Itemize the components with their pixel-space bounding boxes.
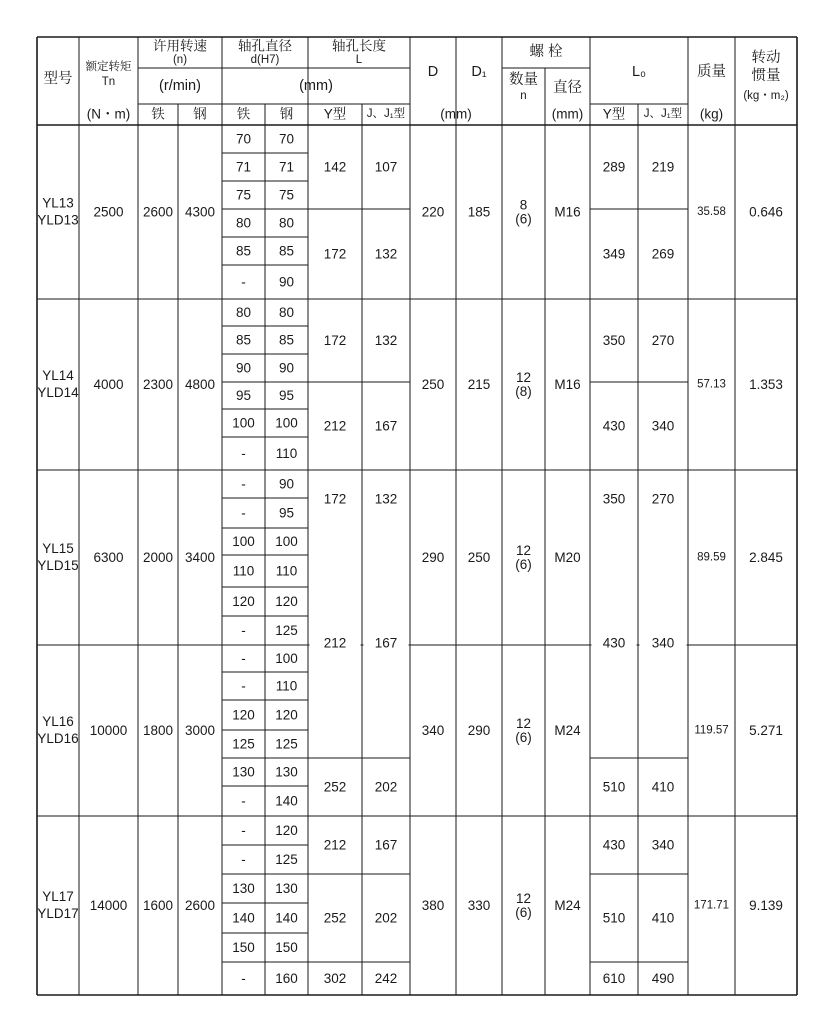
header-model: 型号: [43, 71, 73, 87]
bore-steel-value: 130: [275, 881, 298, 896]
mass-value: 171.71: [693, 899, 730, 912]
length-y-value: 172: [323, 246, 347, 262]
l0-j-value: 340: [651, 418, 675, 434]
model-name: YL14: [42, 368, 74, 383]
torque-value: 2500: [93, 204, 124, 220]
bore-iron-value: -: [241, 505, 246, 521]
bore-iron-value: -: [241, 476, 246, 492]
header-length-y: Y型: [323, 106, 347, 122]
header-l0: L₀: [631, 64, 647, 80]
l0-j-merged-value: 340: [651, 635, 675, 651]
bolt-dia-value: M20: [554, 550, 581, 565]
l0-y-value: 350: [602, 333, 626, 348]
bore-steel-value: 120: [275, 594, 298, 609]
header-length: 轴孔长度: [332, 38, 386, 54]
torque-value: 14000: [89, 898, 128, 913]
d1-value: 185: [467, 204, 491, 220]
bore-iron-value: -: [241, 274, 246, 290]
bore-iron-value: 80: [235, 305, 252, 320]
length-j-value: 167: [374, 837, 398, 853]
bore-steel-value: 70: [278, 131, 295, 147]
bolt-qty-alt-value: (8): [515, 384, 532, 399]
bore-steel-value: 85: [278, 332, 295, 348]
header-l0-y: Y型: [602, 106, 626, 122]
length-y-value: 142: [323, 159, 347, 175]
bore-iron-value: 130: [232, 881, 255, 896]
bolt-dia-value: M16: [554, 377, 581, 392]
bolt-dia-value: M24: [554, 723, 581, 738]
bore-steel-value: 110: [275, 563, 298, 579]
l0-y-value: 289: [602, 159, 626, 175]
bore-iron-value: 120: [232, 707, 255, 723]
length-y-value: 172: [323, 491, 347, 507]
model-name: YL13: [42, 195, 74, 211]
bore-steel-value: 110: [275, 446, 298, 461]
torque-value: 4000: [93, 377, 124, 392]
speed-iron-value: 2600: [142, 204, 174, 220]
header-bore-steel: 钢: [279, 106, 294, 122]
bolt-qty-alt-value: (6): [515, 905, 532, 920]
model-name: YL17: [42, 889, 74, 904]
l0-y-merged-value: 430: [602, 635, 626, 651]
length-y-value: 302: [323, 971, 347, 986]
bolt-qty-value: 12: [515, 543, 532, 558]
l0-y-value: 510: [602, 910, 626, 926]
bore-iron-value: -: [241, 651, 246, 666]
d1-value: 215: [467, 377, 491, 392]
bolt-qty-value: 12: [515, 716, 532, 731]
bore-iron-value: 80: [235, 215, 252, 231]
bolt-qty-alt-value: (6): [515, 557, 532, 572]
bore-iron-value: 70: [235, 131, 252, 147]
bore-steel-value: 90: [278, 274, 295, 290]
bore-iron-value: 125: [232, 736, 255, 752]
mass-value: 119.57: [694, 724, 729, 737]
bore-iron-value: 71: [235, 159, 252, 175]
header-dd-unit: (mm): [440, 106, 472, 122]
header-mass-unit: (kg): [699, 106, 724, 122]
length-y-value: 172: [323, 333, 347, 348]
bore-steel-value: 90: [278, 476, 295, 492]
mass-value: 57.13: [697, 378, 726, 391]
speed-steel-value: 3000: [184, 723, 216, 738]
l0-j-value: 270: [651, 491, 675, 507]
bore-steel-value: 100: [275, 415, 298, 431]
bore-iron-value: -: [241, 793, 246, 809]
header-bore-symbol: d(H7): [250, 54, 280, 66]
bore-iron-value: 110: [232, 563, 255, 579]
header-bolt-dia-unit: (mm): [551, 106, 584, 122]
bolt-qty-value: 12: [515, 370, 532, 385]
table-grid-lines: [37, 37, 797, 995]
header-bore-iron: 铁: [236, 106, 251, 122]
speed-iron-value: 2300: [142, 377, 174, 392]
bore-steel-value: 140: [275, 793, 298, 809]
bore-steel-value: 120: [275, 707, 298, 723]
header-bolt: 螺 栓: [529, 44, 563, 60]
header-bolt-qty-symbol: n: [520, 90, 527, 102]
l0-j-value: 490: [651, 971, 675, 986]
header-bolt-qty: 数量: [509, 72, 538, 88]
header-speed: 许用转速: [153, 38, 207, 54]
l0-y-value: 350: [602, 491, 626, 507]
length-y-value: 212: [323, 837, 347, 853]
header-mm-unit: (mm): [299, 78, 333, 94]
speed-iron-value: 2000: [142, 550, 174, 565]
length-j-value: 202: [374, 910, 398, 926]
speed-steel-value: 4800: [184, 377, 216, 392]
length-j-merged-value: 167: [374, 635, 398, 651]
bore-steel-value: 85: [278, 243, 295, 259]
header-mass: 质量: [697, 64, 726, 80]
header-length-j: J、J₁型: [366, 108, 406, 120]
bore-iron-value: 85: [235, 243, 252, 259]
l0-j-value: 340: [651, 837, 675, 853]
speed-steel-value: 4300: [184, 204, 216, 220]
l0-j-value: 269: [651, 246, 675, 262]
bore-iron-value: 95: [235, 388, 252, 403]
bore-steel-value: 125: [275, 736, 298, 752]
model-name-alt: YLD14: [37, 385, 79, 400]
inertia-value: 9.139: [749, 898, 783, 913]
bore-steel-value: 125: [275, 623, 298, 638]
bore-iron-value: 140: [232, 910, 255, 926]
bore-steel-value: 80: [278, 215, 295, 231]
header-inertia-unit: (kg・m₂): [743, 90, 789, 102]
bore-iron-value: 85: [235, 332, 252, 348]
model-name: YL16: [42, 714, 74, 729]
bore-steel-value: 95: [278, 388, 295, 403]
header-bore: 轴孔直径: [238, 38, 292, 54]
d1-value: 330: [467, 898, 491, 913]
bore-iron-value: 75: [235, 187, 252, 203]
mass-value: 35.58: [697, 206, 726, 218]
model-name-alt: YLD13: [37, 212, 79, 228]
header-inertia-line1: 转动: [751, 50, 781, 66]
length-j-value: 242: [374, 971, 398, 986]
bore-steel-value: 150: [275, 940, 298, 955]
inertia-value: 0.646: [749, 204, 783, 220]
d-value: 250: [421, 377, 445, 392]
header-torque: 额定转矩: [85, 61, 132, 73]
header-inertia-line2: 惯量: [751, 68, 781, 84]
length-y-value: 252: [323, 779, 347, 795]
d1-value: 290: [467, 723, 491, 738]
length-j-value: 202: [374, 779, 398, 795]
bolt-qty-alt-value: (6): [515, 730, 532, 745]
length-y-value: 212: [323, 418, 347, 434]
model-name-alt: YLD15: [37, 558, 79, 573]
bore-iron-value: 150: [232, 940, 255, 955]
l0-y-value: 510: [602, 779, 626, 795]
bolt-qty-alt-value: (6): [515, 211, 532, 227]
d-value: 340: [421, 723, 445, 738]
d-value: 290: [421, 550, 445, 565]
inertia-value: 2.845: [749, 550, 783, 565]
speed-steel-value: 2600: [184, 898, 216, 913]
bore-steel-value: 100: [275, 651, 298, 666]
bore-steel-value: 75: [278, 187, 295, 203]
bore-iron-value: 100: [232, 534, 255, 549]
d-value: 380: [421, 898, 445, 913]
bore-iron-value: -: [241, 446, 246, 461]
length-j-value: 167: [374, 418, 398, 434]
bore-steel-value: 160: [275, 971, 298, 986]
l0-j-value: 219: [651, 159, 675, 175]
d1-value: 250: [467, 550, 491, 565]
mass-value: 89.59: [697, 551, 726, 564]
l0-j-value: 270: [651, 333, 675, 348]
bore-iron-value: 120: [232, 594, 255, 609]
bore-steel-value: 90: [278, 360, 295, 376]
length-j-value: 132: [374, 246, 398, 262]
header-d1: D₁: [471, 64, 487, 80]
bore-iron-value: 90: [235, 360, 252, 376]
torque-value: 6300: [93, 550, 124, 565]
bolt-qty-value: 12: [515, 891, 532, 906]
length-j-value: 132: [374, 491, 398, 507]
header-speed-steel: 钢: [193, 106, 207, 122]
header-speed-symbol: (n): [172, 54, 188, 66]
bore-iron-value: -: [241, 823, 246, 838]
bore-steel-value: 120: [275, 823, 298, 838]
bore-steel-value: 140: [275, 910, 298, 926]
bolt-qty-value: 8: [519, 197, 528, 213]
l0-y-value: 349: [602, 246, 626, 262]
bore-iron-value: 100: [232, 415, 255, 431]
header-length-symbol: L: [355, 54, 363, 66]
bore-steel-value: 125: [275, 852, 298, 867]
speed-iron-value: 1600: [142, 898, 174, 913]
l0-j-value: 410: [651, 910, 675, 926]
bore-steel-value: 110: [275, 678, 298, 694]
length-y-merged-value: 212: [323, 635, 347, 651]
bore-steel-value: 71: [278, 159, 295, 175]
inertia-value: 1.353: [749, 377, 783, 392]
l0-y-value: 430: [602, 837, 626, 853]
header-l0-j: J、J₁型: [643, 108, 683, 120]
bore-iron-value: -: [241, 623, 246, 638]
speed-iron-value: 1800: [142, 723, 174, 738]
length-y-value: 252: [323, 910, 347, 926]
header-torque-symbol: Tn: [101, 76, 116, 88]
bore-steel-value: 100: [275, 534, 298, 549]
header-d: D: [427, 64, 439, 80]
header-speed-unit: (r/min): [159, 78, 201, 94]
d-value: 220: [421, 204, 445, 220]
length-j-value: 132: [374, 333, 398, 348]
torque-value: 10000: [89, 723, 128, 738]
inertia-value: 5.271: [749, 723, 783, 738]
bore-steel-value: 95: [278, 505, 295, 521]
l0-y-value: 430: [602, 418, 626, 434]
model-name: YL15: [42, 541, 74, 556]
l0-j-value: 410: [651, 779, 675, 795]
bore-iron-value: 130: [232, 764, 255, 780]
model-name-alt: YLD17: [37, 906, 79, 921]
length-j-value: 107: [374, 159, 398, 175]
header-bolt-dia: 直径: [553, 80, 582, 96]
table-text: [37, 38, 788, 987]
model-name-alt: YLD16: [37, 731, 79, 746]
bore-steel-value: 130: [275, 764, 298, 780]
header-speed-iron: 铁: [151, 106, 165, 122]
bore-iron-value: -: [241, 678, 246, 694]
bore-iron-value: -: [241, 852, 246, 867]
header-torque-unit: (N・m): [86, 106, 131, 122]
bolt-dia-value: M16: [554, 204, 581, 220]
l0-y-value: 610: [602, 971, 626, 986]
bore-iron-value: -: [241, 971, 246, 986]
bore-steel-value: 80: [278, 305, 295, 320]
bolt-dia-value: M24: [554, 898, 581, 913]
speed-steel-value: 3400: [184, 550, 216, 565]
